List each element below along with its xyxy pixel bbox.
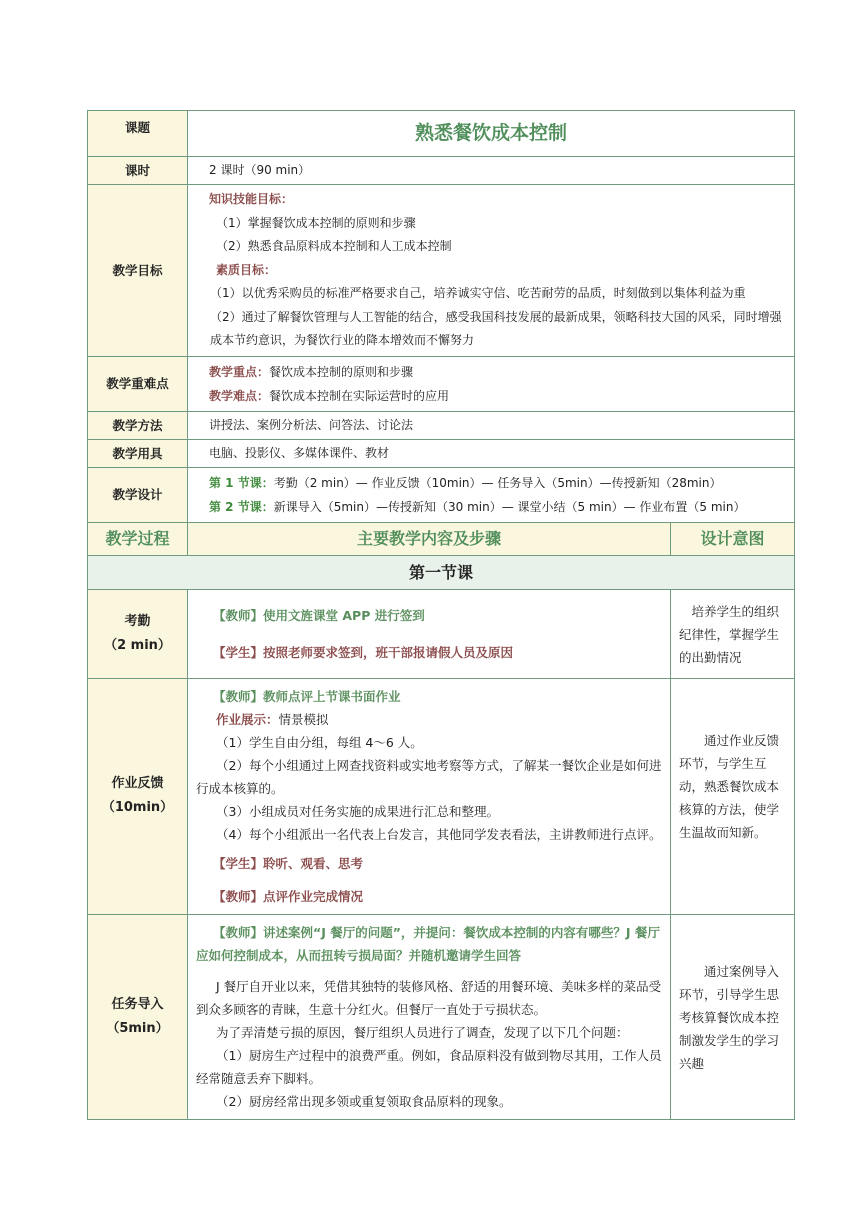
homework-item: （3）小组成员对任务实施的成果进行汇总和整理。 — [216, 803, 499, 819]
design-label: 教学设计 — [88, 467, 188, 522]
key-label: 教学重难点 — [88, 356, 188, 411]
homework-label: 作业反馈 — [111, 776, 164, 791]
homework-item: （1）学生自由分组，每组 4～6 人。 — [216, 734, 423, 750]
section-title: 第一节课 — [88, 555, 795, 589]
lesson-plan-table — [87, 110, 795, 1120]
process-col-header: 教学过程 — [88, 522, 188, 555]
design-line-2 — [209, 495, 786, 519]
homework-item: （4）每个小组派出一名代表上台发言，其他同学发表看法，主讲教师进行点评。 — [216, 826, 662, 842]
key-point — [209, 360, 786, 384]
homework-content — [188, 678, 671, 914]
task-label-cell — [88, 914, 188, 1119]
key-row — [88, 356, 795, 411]
task-intent: 通过案例导入环节，引导学生思考核算餐饮成本控制激发学生的学习兴趣 — [671, 914, 795, 1119]
task-time: （5min） — [106, 1020, 169, 1036]
intent-col-header: 设计意图 — [671, 522, 795, 555]
goals-content — [188, 185, 795, 357]
lesson-title: 熟悉餐饮成本控制 — [188, 111, 795, 157]
quality-item: （2）通过了解餐饮管理与人工智能的结合，感受我国科技发展的最新成果，领略科技大国的风采，同时增强成本节约意识，为餐饮行业的降本增效而不懈努力 — [210, 309, 782, 347]
design-line-1 — [209, 471, 786, 495]
attendance-student: 【学生】按照老师要求签到，班干部报请假人员及原因 — [213, 644, 514, 660]
quality-item: （1）以优秀采购员的标准严格要求自己，培养诚实守信、吃苦耐劳的品质，时刻做到以集体利益为重 — [210, 286, 746, 300]
content-col-header: 主要教学内容及步骤 — [188, 522, 671, 555]
task-label: 任务导入 — [111, 996, 164, 1012]
knowledge-item: （1）掌握餐饮成本控制的原则和步骤 — [216, 215, 416, 230]
homework-show-text: 情景模拟 — [278, 711, 329, 727]
section-row — [88, 555, 795, 589]
tools-label: 教学用具 — [88, 439, 188, 467]
attendance-teacher: 【教师】使用文旌课堂 APP 进行签到 — [213, 607, 425, 623]
homework-show — [196, 708, 662, 731]
design-1-tag: 第 1 节课： — [209, 475, 274, 490]
homework-show-tag: 作业展示： — [216, 711, 279, 727]
homework-teacher-review: 【教师】点评作业完成情况 — [213, 888, 364, 904]
homework-label-cell — [88, 678, 188, 914]
design-2-text: 新课导入（5min）—传授新知（30 min）— 课堂小结（5 min）— 作业布置（5 min） — [273, 499, 746, 514]
attendance-content — [188, 589, 671, 678]
task-teacher: 【教师】讲述案例“J 餐厅的问题”，并提问：餐饮成本控制的内容有哪些？J 餐厅应如何控制成本，从而扭转亏损局面？并随机邀请学生回答 — [196, 924, 660, 963]
attendance-time: （2 min） — [104, 637, 171, 653]
attendance-label-cell — [88, 589, 188, 678]
topic-label: 课题 — [88, 111, 188, 157]
homework-student: 【学生】聆听、观看、思考 — [213, 855, 364, 871]
homework-teacher: 【教师】教师点评上节课书面作业 — [213, 688, 401, 704]
knowledge-title: 知识技能目标： — [209, 192, 294, 206]
task-paragraph-2: 为了弄清楚亏损的原因，餐厅组织人员进行了调查，发现了以下几个问题： — [216, 1024, 629, 1040]
difficult-point — [209, 384, 786, 408]
homework-time: （10min） — [101, 800, 174, 815]
homework-row — [88, 678, 795, 914]
difficult-text: 餐饮成本控制在实际运营时的应用 — [269, 388, 450, 403]
tools-row — [88, 439, 795, 467]
method-row — [88, 411, 795, 439]
key-point-text: 餐饮成本控制的原则和步骤 — [269, 364, 414, 379]
hours-row — [88, 157, 795, 185]
knowledge-item: （2）熟悉食品原料成本控制和人工成本控制 — [216, 239, 452, 253]
process-header-row — [88, 522, 795, 555]
topic-row — [88, 111, 795, 157]
attendance-label: 考勤 — [124, 613, 151, 629]
task-row — [88, 914, 795, 1119]
lesson-plan — [87, 110, 794, 1120]
design-row — [88, 467, 795, 522]
homework-intent: 通过作业反馈环节，与学生互动，熟悉餐饮成本核算的方法，使学生温故而知新。 — [671, 678, 795, 914]
method-label: 教学方法 — [88, 411, 188, 439]
task-paragraph-1: J 餐厅自开业以来，凭借其独特的装修风格、舒适的用餐环境、美味多样的菜品受到众多顾客的青睐，生意十分红火。但餐厅一直处于亏损状态。 — [196, 978, 662, 1017]
task-paragraph-3: （1）厨房生产过程中的浪费严重。例如，食品原料没有做到物尽其用，工作人员经常随意丢弃下脚料。 — [196, 1047, 662, 1086]
task-paragraph-4: （2）厨房经常出现多领或重复领取食品原料的现象。 — [216, 1093, 512, 1109]
task-content — [188, 914, 671, 1119]
attendance-intent: 培养学生的组织纪律性，掌握学生的出勤情况 — [671, 589, 795, 678]
design-2-tag: 第 2 节课： — [209, 499, 274, 514]
hours-value: 2 课时（90 min） — [188, 157, 795, 185]
quality-title: 素质目标： — [216, 262, 277, 277]
tools-value: 电脑、投影仪、多媒体课件、教材 — [188, 439, 795, 467]
attendance-row — [88, 589, 795, 678]
design-content — [188, 467, 795, 522]
goals-row — [88, 185, 795, 357]
goals-label: 教学目标 — [88, 185, 188, 357]
method-value: 讲授法、案例分析法、问答法、讨论法 — [188, 411, 795, 439]
homework-item: （2）每个小组通过上网查找资料或实地考察等方式，了解某一餐饮企业是如何进行成本核算的。 — [196, 757, 662, 796]
key-content — [188, 356, 795, 411]
design-1-text: 考勤（2 min）— 作业反馈（10min）— 任务导入（5min）—传授新知（28min） — [273, 475, 722, 490]
difficult-tag: 教学难点： — [209, 388, 270, 403]
hours-label: 课时 — [88, 157, 188, 185]
key-point-tag: 教学重点： — [209, 364, 270, 379]
